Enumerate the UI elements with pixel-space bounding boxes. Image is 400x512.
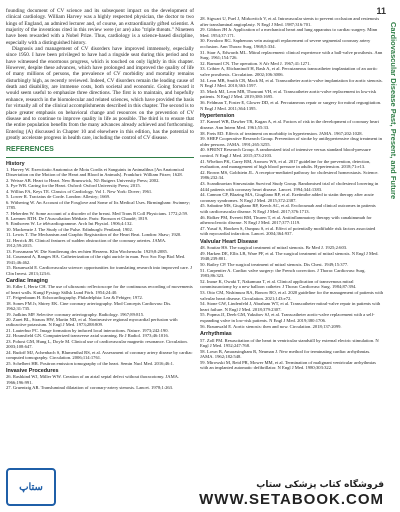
logo-text: ستاپ <box>19 481 43 493</box>
reference-item: 4. Willius FA, Keys TE. Classics of Cardiology. Vol 1. New York: Dover; 1961. <box>6 188 153 194</box>
reference-list <box>6 284 194 366</box>
reference-item: 58. Lown B, Amarasingham R, Neuman J. New method for terminating cardiac arrhythmias. JAMA. 1962;182:548. <box>200 348 371 360</box>
reference-section-title: Valvular Heart Disease <box>200 238 258 245</box>
reference-item: 11. Lewis T. The Mechanism and Graphic Registration of the Heart Beat. London: Shaw; 1920. <box>6 232 182 238</box>
reference-section-title: Arrhythmias <box>200 331 232 338</box>
reference-item: 54. Stone GW, Lindenfeld J, Abraham WT, et al. Transcatheter mitral-valve repair in patients with heart failure. N Engl J Med. 2018;379:2307. <box>200 301 381 312</box>
reference-item: 42. Brown MS, Goldstein JL. A receptor-mediated pathway for cholesterol homeostasis. Science. 1986;232:34. <box>200 169 379 181</box>
reference-list <box>200 245 384 329</box>
reference-item: 27. Gruentzig AR. Transluminal dilatation of coronary-artery stenosis. Lancet. 1978;1:263. <box>6 385 174 391</box>
reference-item: 45. Sabatine MS, Giugliano RP, Keech AC, et al. Evolocumab and clinical outcomes in patients with cardiovascular disease. N Engl J Med. 2017;376:1713. <box>200 203 376 214</box>
reference-item: 49. Harken DE, Ellis LB, Ware PF, et al. The surgical treatment of mitral stenosis. N Engl J Med. 1948;239:801. <box>200 250 379 262</box>
reference-item: 12. Herrick JB. Clinical features of sudden obstruction of the coronary arteries. JAMA. 1912;59:2015. <box>6 237 167 249</box>
reference-item: 52. Inoue K, Owaki T, Nakamura T, et al. Clinical application of transvenous mitral commissurotomy by a new balloon catheter. J Thorac Cardiovasc Surg. 1984;87:394. <box>200 278 357 290</box>
reference-item: 32. Barnard CN. The operation. S Afr Med J. 1967;41:1271. <box>200 60 311 66</box>
reference-item: 47. Yusuf S, Hawken S, Ounpuu S, et al. Effect of potentially modifiable risk factors associated with myocardial infarction. Lancet. 2004;364:937. <box>200 225 376 237</box>
reference-section-title: Hypertension <box>200 113 235 120</box>
reference-item: 38. Freis ED. Effects of treatment on morbidity in hypertension. JAMA. 1967;202:1028. <box>200 130 363 136</box>
reference-list <box>200 338 384 372</box>
reference-item: 57. Zoll PM. Resuscitation of the heart in ventricular standstill by external electric stimulation. N Engl J Med. 1952;247:768. <box>200 337 379 349</box>
reference-item: 8. Laennec RTH. De l'Auscultation Médiate. Paris: Brosson et Chaudé; 1819. <box>6 215 149 221</box>
footer-banner <box>0 466 400 512</box>
footer-url[interactable]: WWW.SETABOOK.COM <box>199 491 384 508</box>
side-bar <box>386 0 400 470</box>
reference-item: 3. Fye WB. Caring for the Heart. Oxford: Oxford University Press; 2015. <box>6 183 141 189</box>
reference-item: 40. SPRINT Research Group. A randomized trial of intensive versus standard blood-pressure control. N Engl J Med. 2015;373:2103. <box>200 147 371 158</box>
reference-item: 35. Mack MJ, Leon MB, Thourani VH, et al. Transcatheter aortic-valve replacement in low-risk patients. N Engl J Med. 2019;380:1695. <box>200 88 377 100</box>
reference-item: 41. Whelton PK, Carey RM, Aronow WS, et al. 2017 guideline for the prevention, detection, evaluation, and management of high blood pressure in adults. Hypertension. 2018;71:e13. <box>200 158 371 170</box>
reference-item: 9. Einthoven W. Le télécardiogramme. Arch Int Physiol. 1906;4:132. <box>6 221 133 227</box>
reference-item: 30. Favaloro RG. Saphenous vein autograft replacement of severe segmental coronary artery occlusion. Ann Thorac Surg. 1968;5:334. <box>200 38 371 49</box>
reference-item: 6. Withering W. An Account of the Foxglove and Some of Its Medical Uses. Birmingham: Swinney; 1785. <box>6 199 190 211</box>
reference-item: 15. Braunwald E. Cardiovascular science: opportunities for translating research into improved care. J Clin Invest. 2013;123:6. <box>6 265 192 276</box>
reference-item: 17. Feigenbaum H. Echocardiography. Philadelphia: Lea & Febiger; 1972. <box>6 295 143 301</box>
reference-item: 10. Mackenzie J. The Study of the Pulse. Edinburgh: Pentland; 1902. <box>6 226 133 232</box>
reference-list <box>200 119 384 236</box>
setab-logo <box>6 468 56 506</box>
reference-item: 43. Scandinavian Simvastatin Survival Study Group. Randomised trial of cholesterol lowering in 4444 patients with coronary heart disease. Lancet. 1994;344:1383. <box>200 180 379 192</box>
reference-item: 28. Sigwart U, Puel J, Mirkovitch V, et al. Intravascular stents to prevent occlusion and restenosis after transluminal angioplasty. N Engl J Med. 1987;316:701. <box>200 16 380 27</box>
reference-item: 31. Starr A, Edwards ML. Mitral replacement: clinical experience with a ball-valve prosthesis. Ann Surg. 1961;154:726. <box>200 49 383 61</box>
reference-item: 29. Gibbon JH Jr. Application of a mechanical heart and lung apparatus to cardiac surgery. Minn Med. 1954;37:171. <box>200 27 378 38</box>
reference-item: 16. Edler I, Hertz CH. The use of ultrasonic reflectoscope for the continuous recording of movements of heart walls. Kungl Fysiogr Sällsk Lund Förh. 1954;24:40. <box>6 284 193 295</box>
left-column <box>6 8 194 391</box>
reference-item: 22. Hounsfield GN. Computerized transverse axial scanning. Br J Radiol. 1973;46:1016. <box>6 333 169 339</box>
reference-item: 55. Popma JJ, Deeb GM, Yakubov SJ, et al. Transcatheter aortic-valve replacement with a self-expanding valve in low-risk patients. N Engl J Med. 2019;380:1706. <box>200 312 375 323</box>
reference-item: 24. Budoff MJ, Achenbach S, Blumenthal RS, et al. Assessment of coronary artery disease by cardiac computed tomography. Circulation. 2006;114:1761. <box>6 349 193 361</box>
reference-section-title: Cardiac Imaging <box>6 277 48 284</box>
reference-item: 34. Leon MB, Smith CR, Mack M, et al. Transcatheter aortic-valve implantation for aortic stenosis. N Engl J Med. 2010;363:1597. <box>200 77 383 89</box>
footer-persian-text: فروشگاه کتاب پزشکی ستاپ <box>256 480 384 490</box>
reference-item: 18. Sones FM Jr, Shirey EK. Cine coronary arteriography. Mod Concepts Cardiovasc Dis. 1962;31:735. <box>6 300 172 312</box>
reference-list <box>6 374 194 390</box>
chapter-side-title: Cardiovascular Disease Past, Present, and Future <box>389 22 398 200</box>
reference-item: 14. Cournand A, Ranges HA. Catheterization of the right auricle in man. Proc Soc Exp Biol Med. 1941;46:462. <box>6 254 186 265</box>
reference-item: 46. Ridker PM, Everett BM, Thuren T, et al. Antiinflammatory therapy with canakinumab for atherosclerotic disease. N Engl J Med. 2017;377:1119. <box>200 214 372 226</box>
reference-item: 26. Rashkind WJ, Miller WW. Creation of an atrial septal defect without thoracotomy. JAMA. 1966;196:991. <box>6 374 180 385</box>
reference-list <box>200 16 384 111</box>
reference-item: 21. Lauterbur PC. Image formation by induced local interactions. Nature. 1973;242:190. <box>6 327 169 333</box>
reference-item: 50. Bailey CP. The surgical treatment of mitral stenosis. Dis Chest. 1949;15:377. <box>200 262 349 268</box>
references-divider <box>6 157 194 158</box>
reference-item: 13. Forssmann W. Die Sondierung des rechten Herzens. Klin Wochenschr. 1929;8:2085. <box>6 248 168 254</box>
right-column <box>200 16 384 371</box>
reference-section-title: History <box>6 160 25 167</box>
reference-item: 23. Pohost GM, Hung L, Doyle M. Clinical use of cardiovascular magnetic resonance. Circulation. 2003;108:647. <box>6 338 188 350</box>
right-references <box>200 16 384 371</box>
references-heading: REFERENCES <box>6 146 54 154</box>
reference-item: 37. Kannel WB, Dawber TR, Kagan A, et al. Factors of risk in the development of coronary heart disease. Ann Intern Med. 1961;55:33. <box>200 119 379 131</box>
reference-item: 1. Harvey W. Exercitatio Anatomica de Motu Cordis et Sanguinis in Animalibus [An Anatomical Dissertation on the Motion of the Heart and Blood in Animals]. Frankfurt: William Fitzer; 1628. <box>6 166 184 178</box>
reference-item: 20. Zaret BL, Strauss HW, Martin ND, et al. Noninvasive regional myocardial perfusion with radioactive potassium. N Engl J Med. 1973;288:809. <box>6 317 178 328</box>
intro-paragraph: founding document of CV science and its subsequent impact on the development of clinical cardiology. William Harvey was a highly respected physician, the doctor to two kings of England, an admired lecturer and, of course, an extraordinarily gifted scientist. A majority of the inventions cited in this review were (or are) also "triple threats." Nineteen have been rewarded with a Nobel Prize. Thus, cardiology is a science-based discipline, especially with a distinguished history. <box>6 8 194 46</box>
reference-item: 48. Souttar HS. The surgical treatment of mitral stenosis. Br Med J. 1925;2:603. <box>200 245 348 251</box>
page-number: 11 <box>376 6 386 16</box>
reference-item: 44. Cannon CP, Blazing MA, Giugliano RP, et al. Ezetimibe added to statin therapy after acute coronary syndromes. N Engl J Med. 2015;372:2387. <box>200 192 374 203</box>
reference-item: 51. Carpentier A. Cardiac valve surgery: the French correction. J Thorac Cardiovasc Surg. 1983;86:323. <box>200 267 366 279</box>
reference-item: 53. Otto CM, Nishimura RA, Bonow RO, et al. 2020 guideline for the management of patients with valvular heart disease. Circulation. 2021;143:e72. <box>200 290 384 301</box>
intro-text <box>6 8 194 141</box>
reference-item: 25. Schelbert HR. Positron emission tomography of the heart. Semin Nucl Med. 2016;46:1. <box>6 360 175 366</box>
reference-item: 2. Weisse AB. Heart to Heart. New Brunswick, NJ: Rutgers University Press; 2002. <box>6 177 160 183</box>
reference-item: 19. Judkins MP. Selective coronary arteriography. Radiology. 1967;89:815. <box>6 311 145 317</box>
reference-item: 7. Heberden W. Some account of a disorder of the breast. Med Trans R Coll Physicians. 1772;2:59. <box>6 210 189 216</box>
reference-item: 39. SHEP Cooperative Research Group. Prevention of stroke by antihypertensive drug treatment in older persons. JAMA. 1991;265:3255. <box>200 136 383 147</box>
reference-list <box>6 167 194 276</box>
reference-item: 59. Mirowski M, Reid PR, Mower MM, et al. Termination of malignant ventricular arrhythmias with an implanted automatic defibrillator. N Engl J Med. 1980;303:322. <box>200 359 376 371</box>
reference-item: 56. Braunwald E. Aortic stenosis: then and now. Circulation. 2018;137:2099. <box>200 323 342 329</box>
reference-item: 33. Cribier A, Eltchaninoff H, Bash A, et al. Percutaneous transcatheter implantation of an aortic valve prosthesis. Circulation. 2002;106:3006. <box>200 66 378 77</box>
left-references <box>6 161 194 391</box>
intro-paragraph: Diagnosis and management of CV disorders have improved immensely, especially since 1950. I have been privileged to have had a ringside seat during this period and to have witnessed the enormous progress, which is touched on only lightly in this chapter. However, despite these advances, which have prolonged and improved the quality of life of many millions of persons, the prevalence of CV morbidity and mortality remains disturbingly high, as recently reviewed. Indeed, CV disorders remain the leading cause of death and disability, are immense costs, both societal and economic. Going forward it would seem useful to emphasize three directions. The first is to maintain, and hopefully enhance, research in the biomolecular and related sciences, which have provided the basis for virtually all of the clinical accomplishments described in this chapter. The second is to place greater emphasis on behavioral change and resources on the prevention of CV disease and to continue to improve quality in life as possible. The third is to ensure that the entire population benefits from the many advances already achieved and forthcoming. Entering (A) discussed in Chapter 10 and elsewhere in this edition, has the potential to greatly accelerate progress in health care, including the control of CV disease. <box>6 46 194 141</box>
reference-item: 36. Feldman T, Foster E, Glower DD, et al. Percutaneous repair or surgery for mitral regurgitation. N Engl J Med. 2011;364:1395. <box>200 99 382 111</box>
reference-section-title: Invasive Procedures <box>6 368 59 375</box>
reference-item: 5. Lower R. Tractatus de Corde. London: Allestry; 1669. <box>6 194 111 200</box>
